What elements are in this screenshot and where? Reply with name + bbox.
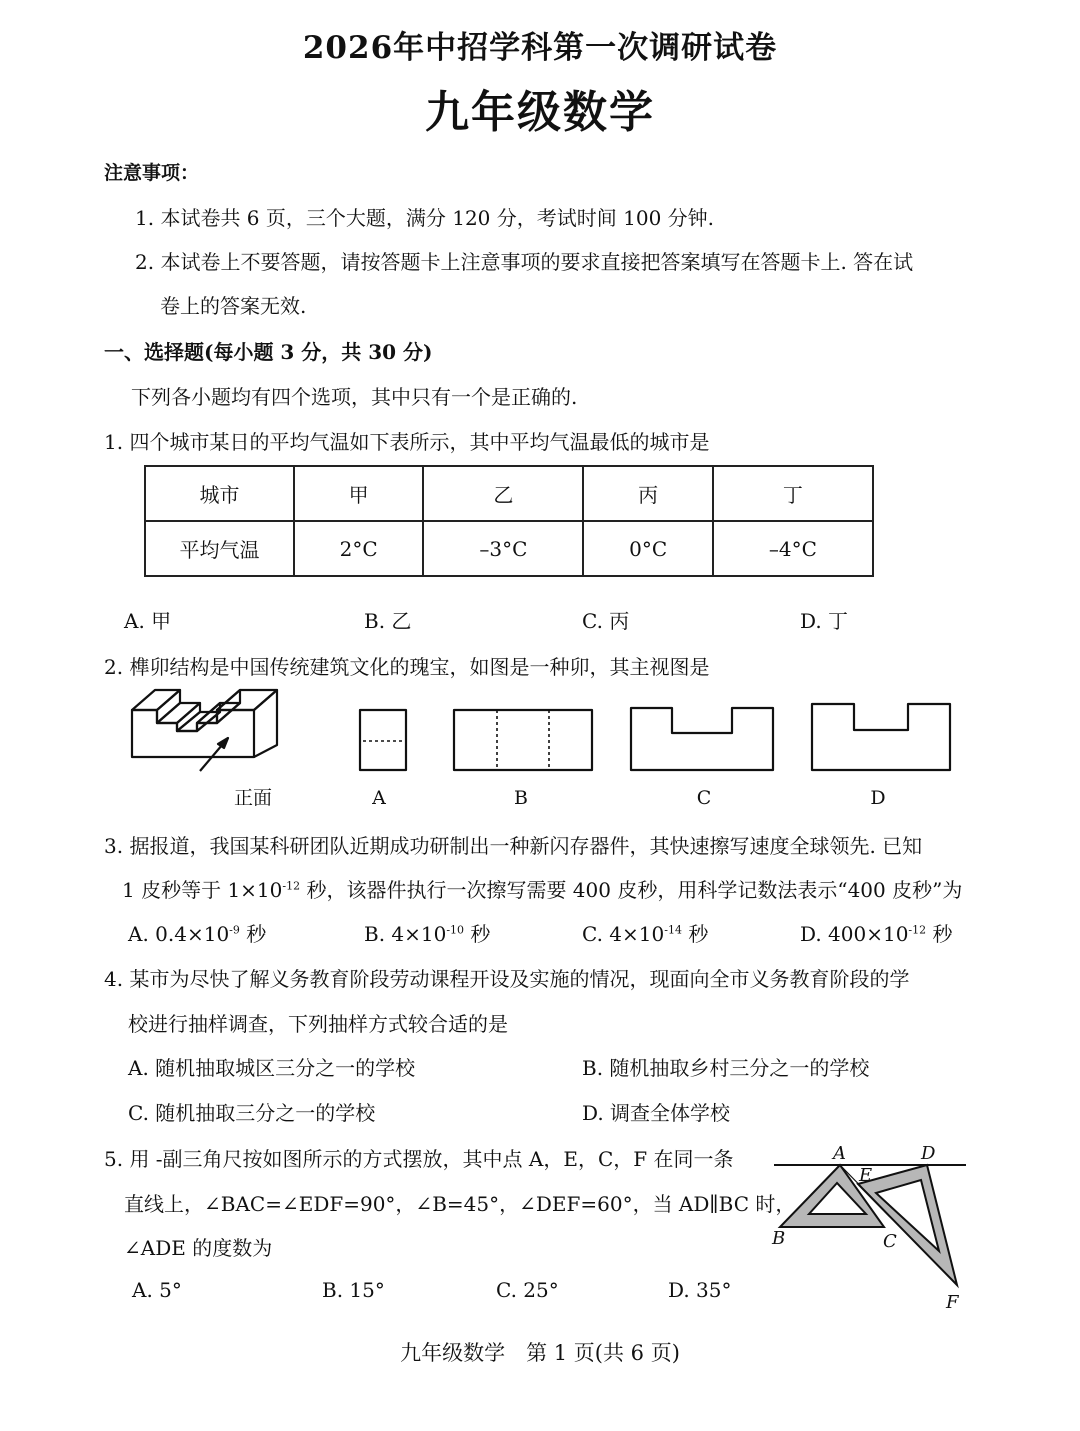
q1-option-a: A. 甲 (124, 609, 172, 633)
q5-line3: ∠ADE 的度数为 (124, 1236, 273, 1260)
label-c: C (696, 787, 712, 809)
q1-stem: 1. 四个城市某日的平均气温如下表所示，其中平均气温最低的城市是 (104, 430, 710, 454)
point-f-label: F (946, 1292, 959, 1313)
q3-line2-a: 1 皮秒等于 1×10 (122, 878, 283, 902)
q3-option-d-text: D. 400×10 (800, 922, 909, 946)
table-cell: –3°C (423, 521, 583, 576)
option-a-figure (360, 710, 406, 770)
note-item-2-line2: 卷上的答案无效. (160, 294, 307, 318)
q5-option-b: B. 15° (322, 1278, 385, 1302)
q3-option-b-text: B. 4×10 (364, 922, 447, 946)
q3-option-d-unit: 秒 (926, 922, 953, 946)
mortise-3d-figure (132, 690, 277, 771)
q5-option-c: C. 25° (496, 1278, 559, 1302)
q1-option-c: C. 丙 (582, 609, 630, 633)
label-d: D (870, 787, 886, 809)
table-cell: 2°C (294, 521, 423, 576)
q3-option-c-unit: 秒 (681, 922, 709, 946)
q2-figures (120, 685, 960, 815)
notes-heading: 注意事项： (104, 162, 200, 184)
note-item-2-line1: 2. 本试卷上不要答题，请按答题卡上注意事项的要求直接把答案填写在答题卡上. 答在试 (135, 250, 914, 274)
q4-option-c: C. 随机抽取三分之一的学校 (128, 1101, 376, 1125)
q3-option-b-unit: 秒 (464, 922, 491, 946)
option-d-figure (812, 704, 950, 770)
point-e-label: E (859, 1165, 873, 1186)
q5-option-d: D. 35° (668, 1278, 732, 1302)
point-c-label: C (883, 1231, 897, 1252)
page-footer: 九年级数学 第 1 页(共 6 页) (400, 1341, 680, 1365)
section-intro: 下列各小题均有四个选项，其中只有一个是正确的. (131, 385, 578, 409)
q3-line2-b: 秒，该器件执行一次擦写需要 400 皮秒，用科学记数法表示“400 皮秒”为 (300, 878, 963, 902)
section-heading: 一、选择题(每小题 3 分，共 30 分) (104, 340, 433, 364)
table-cell: 乙 (423, 466, 583, 521)
note-item-1: 1. 本试卷共 6 页，三个大题，满分 120 分，考试时间 100 分钟. (135, 206, 715, 230)
q1-option-b: B. 乙 (364, 609, 412, 633)
q5-line2: 直线上，∠BAC=∠EDF=90°，∠B=45°，∠DEF=60°，当 AD∥BC 时， (124, 1192, 796, 1216)
q3-option-a-unit: 秒 (239, 922, 267, 946)
table-cell: –4°C (713, 521, 873, 576)
q2-stem: 2. 榫卯结构是中国传统建筑文化的瑰宝，如图是一种卯，其主视图是 (104, 655, 710, 679)
q4-line1: 4. 某市为尽快了解义务教育阶段劳动课程开设及实施的情况，现面向全市义务教育阶段的学 (104, 967, 910, 991)
q5-line1: 5. 用 -副三角尺按如图所示的方式摆放，其中点 A，E，C，F 在同一条 (104, 1147, 734, 1171)
table-cell: 甲 (294, 466, 423, 521)
q3-option-a-text: A. 0.4×10 (128, 922, 230, 946)
q3-option-b-exp: -10 (446, 923, 465, 937)
q3-line2-exp: -12 (282, 879, 301, 893)
table-cell: 城市 (145, 466, 294, 521)
q4-option-d: D. 调查全体学校 (582, 1101, 731, 1125)
point-a-label: A (833, 1143, 846, 1164)
q3-option-a-exp: -9 (229, 923, 240, 937)
table-cell: 丙 (583, 466, 712, 521)
q4-option-a: A. 随机抽取城区三分之一的学校 (128, 1056, 416, 1080)
q3-option-b (364, 918, 490, 947)
table-cell: 丁 (713, 466, 873, 521)
exam-title: 2026年中招学科第一次调研试卷 (302, 30, 778, 66)
q3-option-d (800, 918, 953, 947)
q5-option-a: A. 5° (132, 1278, 182, 1302)
table-cell: 平均气温 (145, 521, 294, 576)
q3-option-c (582, 918, 708, 947)
table-row (145, 521, 873, 576)
option-b-figure (454, 710, 592, 770)
table-cell: 0°C (583, 521, 712, 576)
q3-line2 (122, 874, 962, 903)
q3-option-c-text: C. 4×10 (582, 922, 665, 946)
q4-line2: 校进行抽样调查，下列抽样方式较合适的是 (128, 1012, 508, 1036)
table-row (145, 466, 873, 521)
temperature-table (144, 465, 874, 577)
subject-title: 九年级数学 (425, 87, 655, 138)
front-label: 正面 (233, 787, 273, 809)
label-a: A (372, 787, 386, 809)
point-d-label: D (921, 1143, 936, 1164)
q3-line1: 3. 据报道，我国某科研团队近期成功研制出一种新闪存器件，其快速擦写速度全球领先. 已知 (104, 834, 923, 858)
option-c-figure (631, 708, 773, 770)
q3-option-a (128, 918, 266, 947)
q4-option-b: B. 随机抽取乡村三分之一的学校 (582, 1056, 870, 1080)
q3-option-d-exp: -12 (908, 923, 927, 937)
q1-option-d: D. 丁 (800, 609, 849, 633)
point-b-label: B (772, 1228, 786, 1249)
label-b: B (514, 787, 528, 809)
q5-triangles-figure (766, 1140, 976, 1315)
q3-option-c-exp: -14 (664, 923, 682, 937)
